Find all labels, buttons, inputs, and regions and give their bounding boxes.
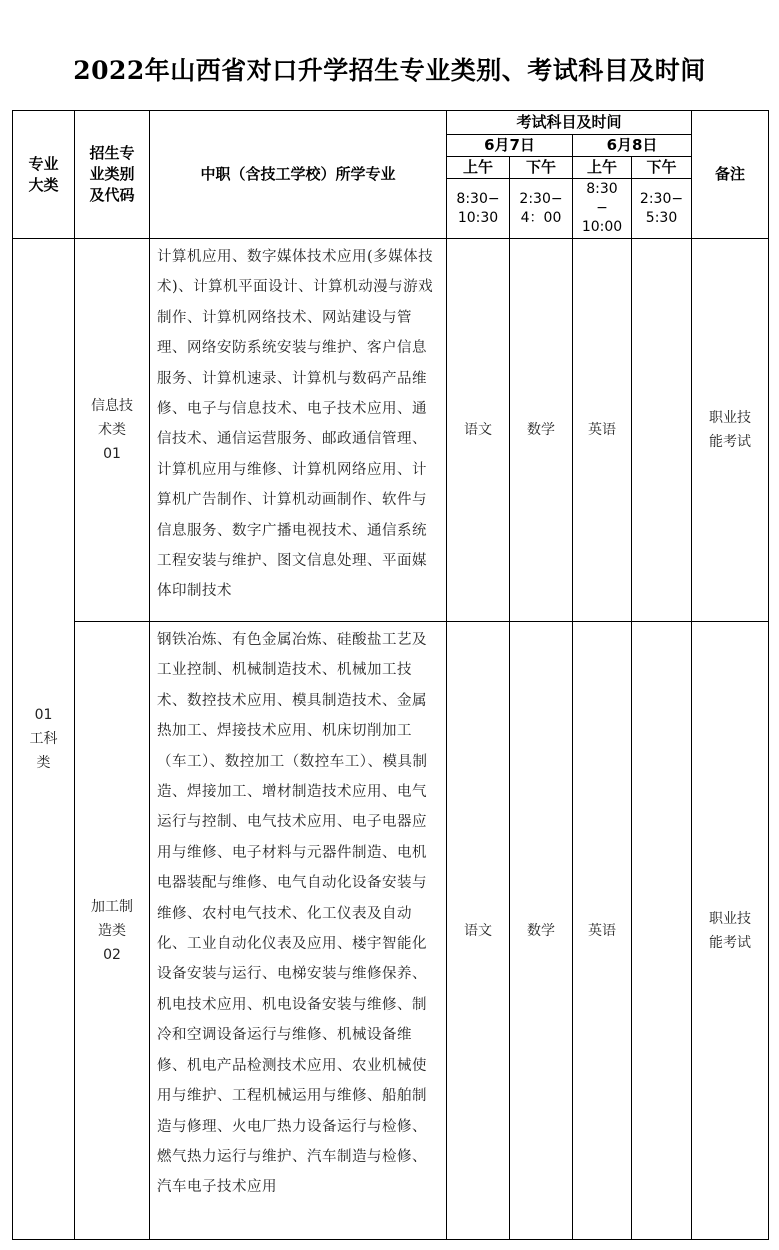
enroll-category-cell: 信息技 术类 01 (75, 239, 150, 622)
header-pm-2: 下午 (632, 157, 692, 179)
table-row (13, 239, 769, 622)
table-row (13, 622, 769, 1240)
notes-cell: 职业技 能考试 (692, 622, 769, 1240)
subject-cell-4 (632, 622, 692, 1240)
header-major-category: 专业 大类 (13, 111, 75, 239)
subject-cell-2: 数学 (510, 239, 573, 622)
subject-cell-3: 英语 (573, 622, 632, 1240)
header-date-june-7: 6月7日 (447, 135, 573, 157)
exam-schedule-table (12, 110, 769, 1240)
header-time-3: 8:30 − 10:00 (573, 179, 632, 239)
header-time-4: 2:30− 5:30 (632, 179, 692, 239)
header-majors: 中职（含技工学校）所学专业 (150, 111, 447, 239)
subject-cell-2: 数学 (510, 622, 573, 1240)
header-pm-1: 下午 (510, 157, 573, 179)
notes-cell: 职业技 能考试 (692, 239, 769, 622)
subject-cell-3: 英语 (573, 239, 632, 622)
major-category-cell: 01 工科 类 (13, 239, 75, 1240)
enroll-category-cell: 加工制 造类 02 (75, 622, 150, 1240)
page-title: 2022年山西省对口升学招生专业类别、考试科目及时间 (73, 56, 706, 85)
majors-cell: 计算机应用、数字媒体技术应用(多媒体技术)、计算机平面设计、计算机动漫与游戏制作、计算机网络技术、网站建设与管理、网络安防系统安装与维护、客户信息服务、计算机速录、计算机与数码产品维修、电子与信息技术、电子技术应用、通信技术、通信运营服务、邮政通信管理、计算机应用与维修、计算机网络应用、计算机广告制作、计算机动画制作、软件与信息服务、数字广播电视技术、通信系统工程安装与维护、图文信息处理、平面媒体印制技术 (150, 239, 447, 622)
header-notes: 备注 (692, 111, 769, 239)
header-time-1: 8:30− 10:30 (447, 179, 510, 239)
header-enroll-category: 招生专 业类别 及代码 (75, 111, 150, 239)
header-date-june-8: 6月8日 (573, 135, 692, 157)
header-am-1: 上午 (447, 157, 510, 179)
header-row-1 (13, 111, 769, 135)
header-am-2: 上午 (573, 157, 632, 179)
subject-cell-1: 语文 (447, 239, 510, 622)
header-exam-group: 考试科目及时间 (447, 111, 692, 135)
header-time-2: 2:30− 4：00 (510, 179, 573, 239)
majors-cell: 钢铁冶炼、有色金属冶炼、硅酸盐工艺及工业控制、机械制造技术、机械加工技术、数控技术应用、模具制造技术、金属热加工、焊接技术应用、机床切削加工（车工）、数控加工（数控车工）、模具制造、焊接加工、增材制造技术应用、电气运行与控制、电气技术应用、电子电器应用与维修、电子材料与元器件制造、电机电器装配与维修、电气自动化设备安装与维修、农村电气技术、化工仪表及自动化、工业自动化仪表及应用、楼宇智能化设备安装与运行、电梯安装与维修保养、机电技术应用、机电设备安装与维修、制冷和空调设备运行与维修、机械设备维修、机电产品检测技术应用、农业机械使用与维护、工程机械运用与维修、船舶制造与修理、火电厂热力设备运行与检修、燃气热力运行与维护、汽车制造与检修、汽车电子技术应用 (150, 622, 447, 1240)
subject-cell-1: 语文 (447, 622, 510, 1240)
subject-cell-4 (632, 239, 692, 622)
